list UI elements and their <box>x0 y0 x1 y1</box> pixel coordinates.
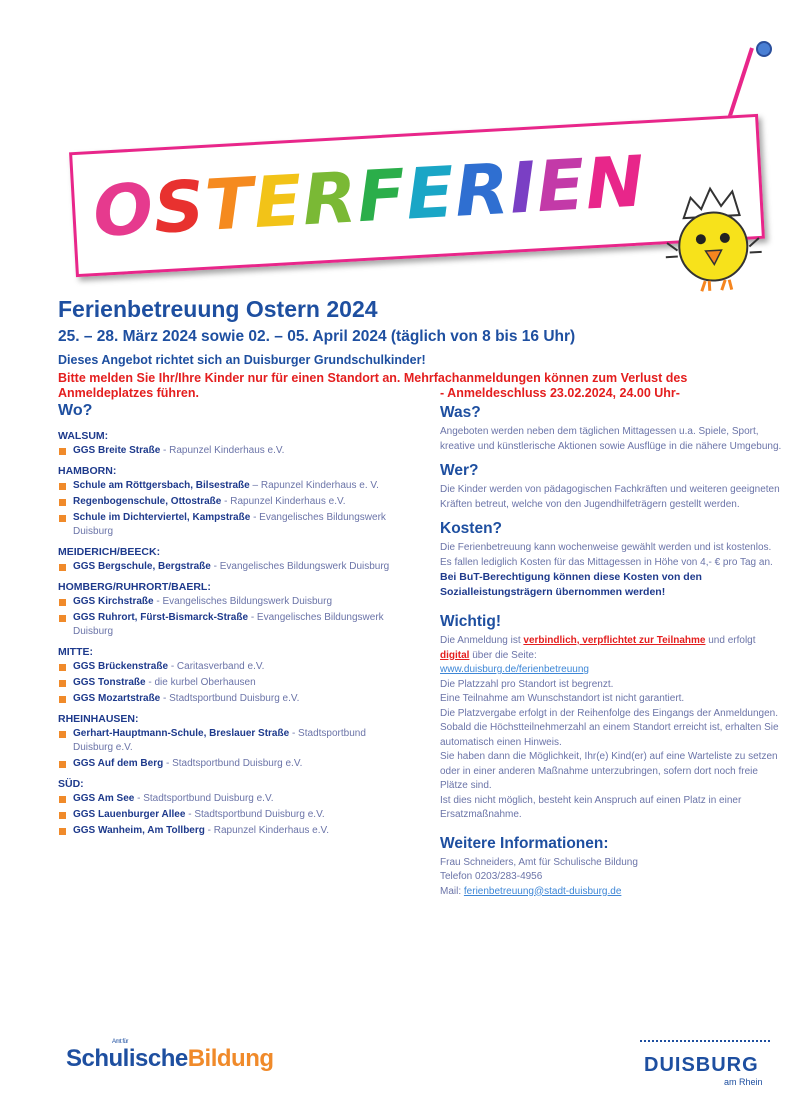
registration-link[interactable]: www.duisburg.de/ferienbetreuung <box>440 664 589 675</box>
banner-letter: T <box>202 162 257 247</box>
location-item <box>58 692 408 706</box>
banner-letter: R <box>452 147 513 233</box>
school-name: GGS Mozartstraße <box>73 693 161 704</box>
region-list <box>58 430 408 838</box>
provider-name: - Evangelisches Bildungswerk Duisburg <box>153 596 333 607</box>
banner-letter: F <box>355 153 409 239</box>
contact-phone: Telefon 0203/283-4956 <box>440 871 543 882</box>
contact-name: Frau Schneiders, Amt für Schulische Bildung <box>440 856 638 868</box>
logo-tiny-text: Amt für <box>112 1039 128 1045</box>
banner-letter: N <box>583 140 648 226</box>
chick-in-eggshell-icon <box>659 172 766 297</box>
provider-name: - die kurbel Oberhausen <box>145 677 256 688</box>
school-name: Gerhart-Hauptmann-Schule, Breslauer Straße <box>73 728 290 739</box>
date-range: 25. – 28. März 2024 sowie 02. – 05. April 2024 (täglich von 8 bis 16 Uhr) <box>58 328 576 345</box>
locations-column <box>58 402 408 840</box>
duisburg-logo <box>640 1040 770 1095</box>
region-heading: WALSUM: <box>58 430 109 442</box>
mail-link[interactable]: ferienbetreuung@stadt-duisburg.de <box>463 885 622 897</box>
region-heading: HOMBERG/RUHRORT/BAERL: <box>58 581 211 593</box>
banner-letter: I <box>507 146 540 230</box>
school-name: GGS Auf dem Berg <box>73 758 164 769</box>
audience-note: Dieses Angebot richtet sich an Duisburger Grundschulkinder! <box>58 353 426 367</box>
city-name: DUISBURG <box>644 1054 759 1076</box>
kosten-bold-note: Bei BuT-Berechtigung können diese Kosten von den Sozialleistungsträgern übernommen werden! <box>440 571 702 598</box>
wichtig-line: Die Platzzahl pro Standort ist begrenzt. <box>440 678 614 690</box>
provider-name: - Stadtsportbund Duisburg e.V. <box>73 728 366 753</box>
wichtig-line: Ist dies nicht möglich, besteht kein Anspruch auf einen Platz in einer Ersatzmaßnahme. <box>440 794 742 820</box>
school-name: GGS Wanheim, Am Tollberg <box>73 825 205 836</box>
wer-heading: Wer? <box>440 462 479 479</box>
location-item <box>58 511 408 539</box>
wichtig-line: Sobald die Höchstteilnehmerzahl an einem Standort erreicht ist, erhalten Sie automatisch einen Hinweis. <box>440 722 779 748</box>
banner-title <box>91 141 647 252</box>
provider-name: – Rapunzel Kinderhaus e. V. <box>249 480 379 491</box>
wer-text: Die Kinder werden von pädagogischen Fachkräften und weiteren geeigneten Kräften betreut, welche von den Jugendhilfeträgern gestellt werden. <box>440 484 780 510</box>
wichtig-text-a: Die Anmeldung ist <box>440 635 524 646</box>
provider-name: - Evangelisches Bildungswerk Duisburg <box>73 612 384 637</box>
was-heading: Was? <box>440 404 481 421</box>
school-name: GGS Brückenstraße <box>73 661 169 672</box>
banner-letter: E <box>534 143 588 229</box>
logo-dots <box>640 1040 770 1046</box>
location-item <box>58 595 408 609</box>
provider-name: - Stadtsportbund Duisburg e.V. <box>185 809 325 820</box>
logo-text-b: Bildung <box>187 1045 274 1072</box>
deadline-note: - Anmeldeschluss 23.02.2024, 24.00 Uhr- <box>440 386 680 400</box>
banner-letter: R <box>300 156 360 242</box>
region-heading: MEIDERICH/BEECK: <box>58 546 161 558</box>
banner-letter: O <box>91 167 157 254</box>
school-name: GGS Kirchstraße <box>73 596 154 607</box>
school-name: GGS Bergschule, Bergstraße <box>73 561 211 572</box>
logo-text-a: Schulische <box>66 1045 188 1072</box>
location-item <box>58 792 408 806</box>
digital-notice: digital <box>440 649 470 661</box>
region-heading: MITTE: <box>58 646 93 658</box>
mail-label: Mail: <box>440 885 464 897</box>
school-name: Schule im Dichterviertel, Kampstraße <box>73 512 251 523</box>
location-item <box>58 444 408 458</box>
provider-name: - Stadtsportbund Duisburg e.V. <box>134 793 274 804</box>
school-name: GGS Am See <box>73 793 135 804</box>
info-heading: Weitere Informationen: <box>440 834 609 852</box>
location-item <box>58 560 408 574</box>
wichtig-text-b: und erfolgt <box>705 635 756 646</box>
region-heading: RHEINHAUSEN: <box>58 713 139 725</box>
wichtig-line: Die Platzvergabe erfolgt in der Reihenfolge des Eingangs der Anmeldungen. <box>440 707 778 719</box>
banner-card <box>69 114 765 277</box>
wo-heading: Wo? <box>58 402 93 419</box>
page-title: Ferienbetreuung Ostern 2024 <box>58 296 378 322</box>
banner-letter: S <box>151 164 208 250</box>
location-item <box>58 495 408 509</box>
school-name: Schule am Röttgersbach, Bilsestraße <box>73 480 250 491</box>
banner <box>60 38 800 278</box>
region-heading: HAMBORN: <box>58 465 117 477</box>
location-item <box>58 676 408 690</box>
region-heading: SÜD: <box>58 778 84 790</box>
provider-name: - Stadtsportbund Duisburg e.V. <box>163 758 303 769</box>
wichtig-line: Sie haben dann die Möglichkeit, Ihr(e) Kind(er) auf eine Warteliste zu setzen oder in einer anderen Maßnahme unterzubringen, sofern dort noch freie Plätze sind. <box>440 751 778 791</box>
location-item <box>58 660 408 674</box>
info-column <box>440 404 785 899</box>
contact-mail <box>440 885 785 900</box>
warning-note: Bitte melden Sie Ihr/Ihre Kinder nur für einen Standort an. Mehrfachanmeldungen können zum Verlust des Anmeldeplatzes führen. <box>58 371 688 400</box>
location-item <box>58 808 408 822</box>
location-item <box>58 757 408 771</box>
schulische-bildung-logo <box>66 1039 274 1073</box>
pin-icon <box>756 41 772 57</box>
provider-name: - Rapunzel Kinderhaus e.V. <box>204 825 330 836</box>
city-sub: am Rhein <box>724 1077 763 1087</box>
school-name: GGS Breite Straße <box>73 445 161 456</box>
provider-name: - Stadtsportbund Duisburg e.V. <box>160 693 300 704</box>
wichtig-registration <box>440 634 785 663</box>
banner-letter: E <box>251 159 305 245</box>
school-name: Regenbogenschule, Ottostraße <box>73 496 222 507</box>
wichtig-heading: Wichtig! <box>440 613 501 630</box>
school-name: GGS Tonstraße <box>73 677 146 688</box>
school-name: GGS Ruhrort, Fürst-Bismarck-Straße <box>73 612 249 623</box>
hanging-string <box>725 47 754 124</box>
binding-notice: verbindlich, verpflichtet zur Teilnahme <box>523 635 706 646</box>
location-item <box>58 479 408 493</box>
kosten-heading: Kosten? <box>440 520 502 537</box>
banner-letter: E <box>403 150 458 236</box>
location-item <box>58 611 408 639</box>
wichtig-lines <box>440 678 785 823</box>
provider-name: - Evangelisches Bildungswerk Duisburg <box>73 512 386 537</box>
location-item <box>58 824 408 838</box>
provider-name: - Rapunzel Kinderhaus e.V. <box>221 496 346 507</box>
was-text: Angeboten werden neben dem täglichen Mittagessen u.a. Spiele, Sport, kreative und künstlerische Aktionen sowie Ausflüge in die nähere Umgebung. <box>440 426 782 452</box>
provider-name: - Rapunzel Kinderhaus e.V. <box>160 445 285 456</box>
wichtig-text-c: über die Seite: <box>469 649 537 661</box>
kosten-text: Die Ferienbetreuung kann wochenweise gewählt werden und ist kostenlos. Es fallen lediglich Kosten für das Mittagessen in Höhe von 4,- € pro Tag an. <box>440 542 773 568</box>
wichtig-line: Eine Teilnahme am Wunschstandort ist nicht garantiert. <box>440 693 685 704</box>
provider-name: - Caritasverband e.V. <box>168 661 265 672</box>
location-item <box>58 727 408 755</box>
school-name: GGS Lauenburger Allee <box>73 809 186 820</box>
provider-name: - Evangelisches Bildungswerk Duisburg <box>210 561 390 572</box>
